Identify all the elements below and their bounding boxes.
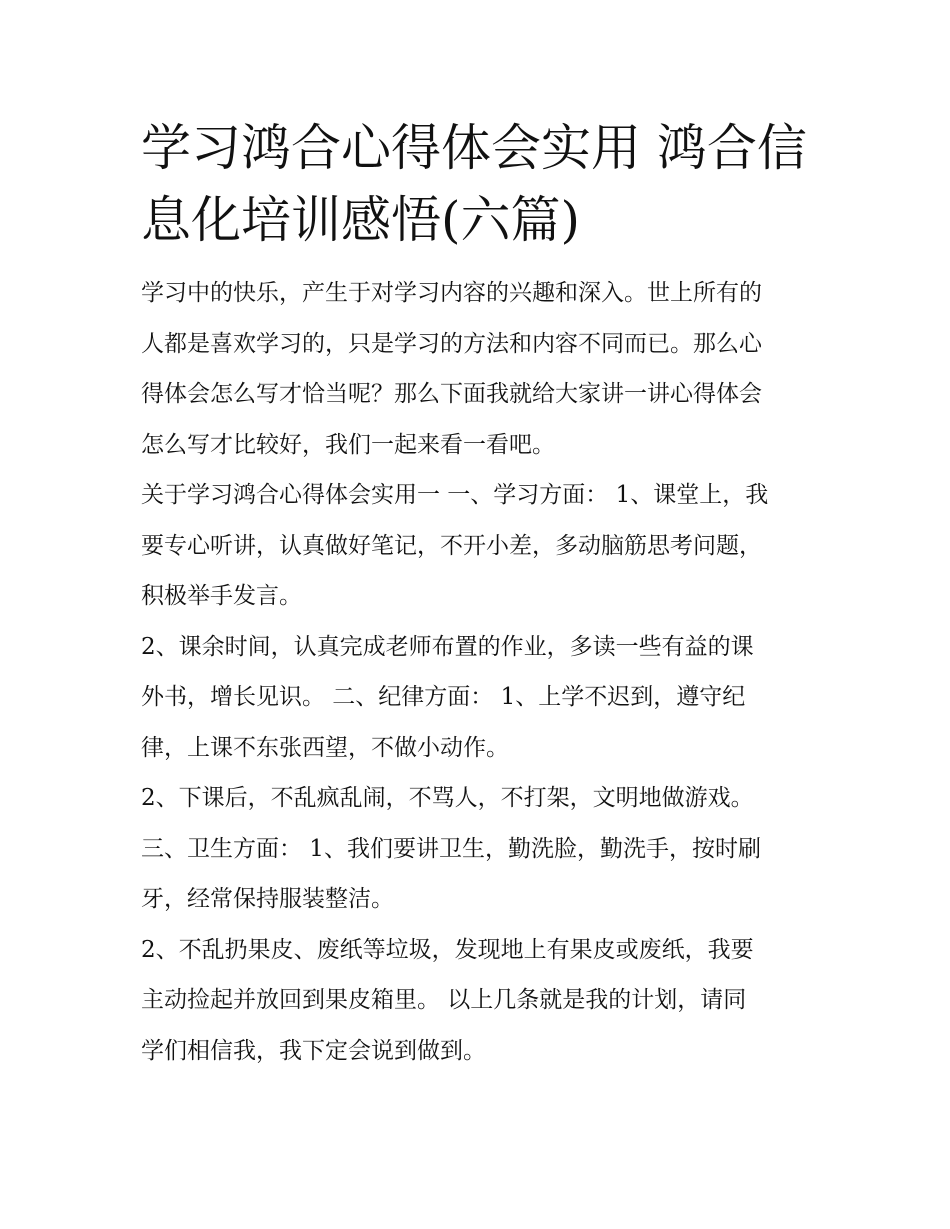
document-body <box>141 112 821 1076</box>
paragraph-line: 关于学习鸿合心得体会实用一 一、学习方面： 1、课堂上，我 <box>141 482 769 508</box>
paragraph-line: 学习中的快乐，产生于对学习内容的兴趣和深入。世上所有的 <box>141 280 762 306</box>
paragraph-line: 2、不乱扔果皮、废纸等垃圾，发现地上有果皮或废纸，我要 <box>141 936 754 963</box>
paragraph-line: 牙，经常保持服装整洁。 <box>141 886 394 912</box>
title-line-2: 息化培训感悟(六篇) <box>141 191 581 249</box>
paragraph-line: 积极举手发言。 <box>141 583 302 609</box>
paragraph-line: 2、下课后，不乱疯乱闹，不骂人，不打架，文明地做游戏。 <box>141 785 754 811</box>
paragraph-line: 怎么写才比较好，我们一起来看一看吧。 <box>141 431 555 458</box>
paragraph-line: 三、卫生方面： 1、我们要讲卫生，勤洗脸，勤洗手，按时刷 <box>141 835 761 862</box>
paragraph-line: 2、课余时间，认真完成老师布置的作业，多读一些有益的课 <box>141 633 754 660</box>
paragraph-line: 得体会怎么写才恰当呢？那么下面我就给大家讲一讲心得体会 <box>141 381 762 407</box>
paragraph-line: 学们相信我，我下定会说到做到。 <box>141 1037 486 1064</box>
paragraph-plan <box>141 925 821 1077</box>
paragraph-line: 人都是喜欢学习的，只是学习的方法和内容不同而已。那么心 <box>141 330 762 357</box>
paragraph-hygiene <box>141 824 821 925</box>
paragraph-discipline <box>141 622 821 774</box>
paragraph-intro <box>141 268 821 470</box>
paragraph-line: 要专心听讲，认真做好笔记，不开小差，多动脑筋思考问题， <box>141 532 762 559</box>
paragraph-line: 外书，增长见识。 二、纪律方面： 1、上学不迟到，遵守纪 <box>141 684 746 710</box>
paragraph-line: 主动捡起并放回到果皮箱里。 以上几条就是我的计划，请同 <box>141 987 747 1013</box>
title-line-1: 学习鸿合心得体会实用 鸿合信 <box>141 119 807 177</box>
document-title <box>141 112 821 256</box>
paragraph-after-class <box>141 773 821 824</box>
paragraph-study <box>141 470 821 622</box>
paragraph-line: 律，上课不东张西望，不做小动作。 <box>141 734 509 761</box>
